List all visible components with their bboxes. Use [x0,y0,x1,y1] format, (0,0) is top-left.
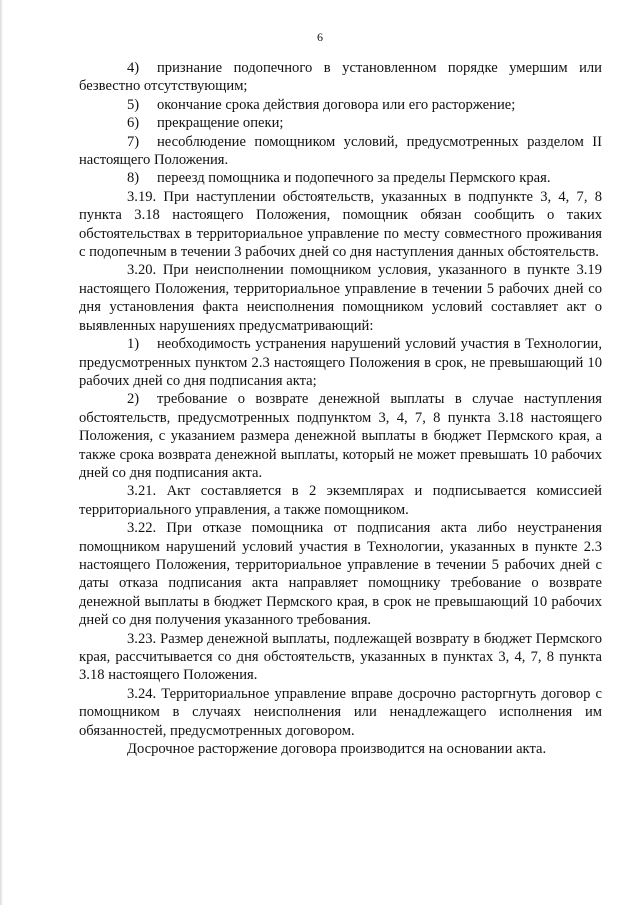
item-number: 8) [127,170,140,187]
paragraph-3-21: 3.21. Акт составляется в 2 экземплярах и подписывается комиссией территориального управления, а также помощником. [79,483,602,518]
list-item [79,133,602,170]
item-number: 2) [127,391,140,408]
list-item [79,390,602,482]
item-number: 5) [127,96,140,113]
item-text: окончание срока действия договора или его расторжение; [157,96,516,113]
scan-edge-shadow [0,0,3,905]
item-number: 6) [127,115,140,132]
item-number: 1) [127,336,140,353]
paragraph-3-20: 3.20. При неисполнении помощником условия, указанного в пункте 3.19 настоящего Положения, территориальное управление в течении 5 рабочих дней со дня установления факта неисполнения помощником условий составляет акт о выявленных нарушениях предусматривающий: [79,262,602,334]
document-body [79,59,602,758]
item-text: переезд помощника и подопечного за пределы Пермского края. [157,170,551,187]
list-item [79,114,602,132]
list-item [79,335,602,390]
paragraph-3-24: 3.24. Территориальное управление вправе досрочно расторгнуть договор с помощником в случаях неисполнения или ненадлежащего исполнения им обязанностей, предусмотренных договором. [79,685,602,739]
page-number: 6 [317,30,323,44]
item-text: необходимость устранения нарушений условий участия в Технологии, предусмотренных пунктом 2.3 настоящего Положения в срок, не превышающий 10 рабочих дней со дня подписания акта; [79,336,602,389]
item-text: требование о возврате денежной выплаты в случае наступления обстоятельств, предусмотренных подпунктом 3, 4, 7, 8 пункта 3.18 настоящего Положения, с указанием размера денежной выплаты в бюджет Пермского края, а также срока возврата денежной выплаты, который не может превышать 10 рабочих дней со дня подписания акта. [79,391,602,481]
item-text: признание подопечного в установленном порядке умершим или безвестно отсутствующим; [79,60,602,95]
list-item [79,169,602,187]
list-item [79,96,602,114]
paragraph-3-23: 3.23. Размер денежной выплаты, подлежащей возврату в бюджет Пермского края, рассчитывается со дня обстоятельств, указанных в пунктах 3, 4, 7, 8 пункта 3.18 настоящего Положения. [79,630,602,684]
paragraph-early-termination: Досрочное расторжение договора производится на основании акта. [127,741,547,758]
item-text: несоблюдение помощником условий, предусмотренных разделом II настоящего Положения. [79,133,602,169]
item-number: 4) [127,60,140,76]
paragraph-3-19: 3.19. При наступлении обстоятельств, указанных в подпункте 3, 4, 7, 8 пункта 3.18 настоящего Положения, помощник обязан сообщить о таких обстоятельствах в территориальное управление по месту совместного проживания с подопечным в течении 3 рабочих дней со дня наступления данных обстоятельств. [79,188,602,261]
list-item [79,59,602,96]
item-text: прекращение опеки; [157,115,284,132]
paragraph-3-22: 3.22. При отказе помощника от подписания акта либо неустранения помощником нарушений условий участия в Технологии, указанных в пункте 2.3 настоящего Положения, территориальное управление в течении 5 рабочих дней с даты отказа подписания акта направляет помощнику требование о возврате денежной выплаты в бюджет Пермского края, в срок не превышающий 10 рабочих дней со дня получения указанного требования. [79,520,602,629]
item-number: 7) [127,133,140,150]
